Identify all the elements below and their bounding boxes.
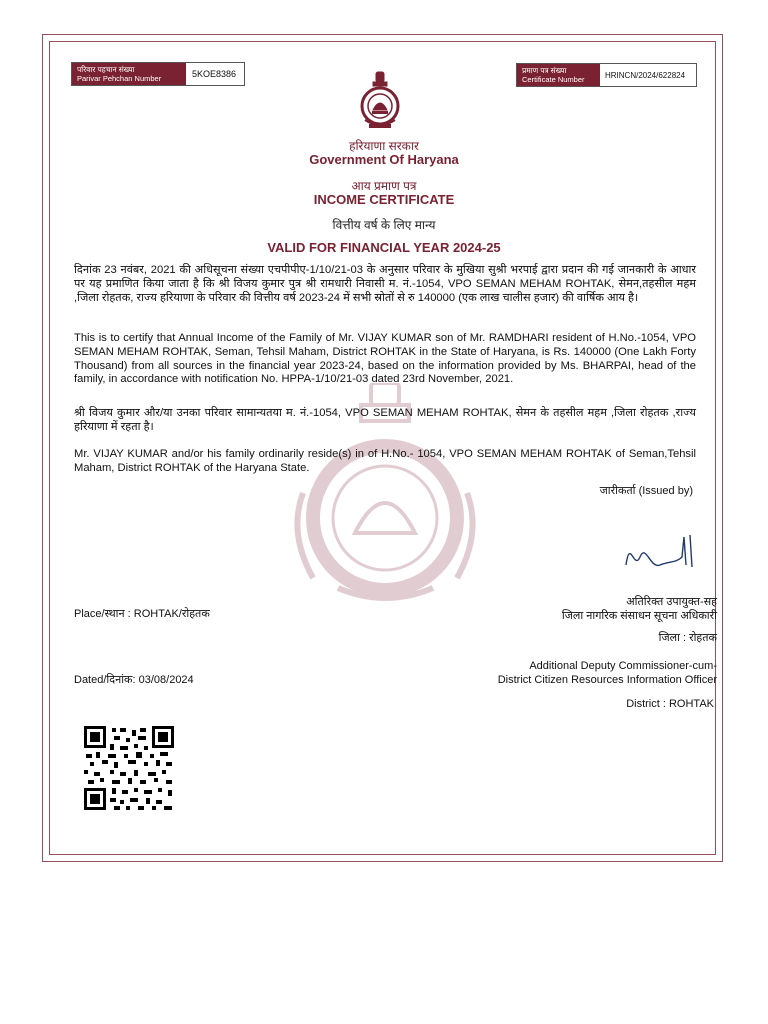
- haryana-emblem-icon: [355, 70, 405, 132]
- english-paragraph-2: Mr. VIJAY KUMAR and/or his family ordinarily reside(s) in of H.No.- 1054, VPO SEMAN MEHAM ROHTAK of Seman,Tehsil Maham, District ROHTAK of the Haryana State.: [74, 448, 696, 474]
- certificate-number-box: [516, 63, 697, 87]
- qr-code-icon[interactable]: [84, 726, 174, 810]
- certificate-number-value: HRINCN/2024/622824: [600, 64, 690, 86]
- dated-text: Dated/दिनांक: 03/08/2024: [74, 674, 194, 686]
- parivar-pehchan-value: 5KOE8386: [186, 63, 242, 85]
- parivar-pehchan-label: [72, 63, 186, 85]
- hindi-paragraph-2: श्री विजय कुमार और/या उनका परिवार सामान्यतया म. नं.-1054, VPO SEMAN MEHAM ROHTAK, सेमन के तहसील महम ,जिला रोहतक ,राज्य हरियाणा में रहता है।: [74, 407, 696, 433]
- officer-en-line2: District Citizen Resources Information Officer: [497, 674, 717, 686]
- parivar-label-en: Parivar Pehchan Number: [77, 74, 162, 83]
- district-en: District : ROHTAK: [626, 698, 714, 710]
- district-hi: जिला : रोहतक: [658, 632, 717, 644]
- gov-title-en: Government Of Haryana: [309, 152, 459, 167]
- hindi-paragraph-1: दिनांक 23 नवंबर, 2021 की अधिसूचना संख्या एचपीपीए-1/10/21-03 के अनुसार परिवार के मुखिया सुश्री भरपाई द्वारा प्रदान की गई जानकारी के आधार पर यह प्रमाणित किया जाता है कि श्री विजय कुमार पुत्र श्री रामधारी निवासी म. नं.-1054, VPO SEMAN MEHAM ROHTAK, सेमन,तहसील महम ,जिला रोहतक, राज्य हरियाणा के परिवार की वित्तीय वर्ष 2023-24 में सभी स्रोतों से रु 140000 (एक लाख चालीस हजार) की वार्षिक आय है।: [74, 264, 696, 304]
- officer-en-line1: Additional Deputy Commissioner-cum-: [529, 660, 717, 672]
- cert-title-hi: आय प्रमाण पत्र: [351, 179, 417, 193]
- issued-by: जारीकर्ता (Issued by): [599, 485, 693, 497]
- place-text: Place/स्थान : ROHTAK/रोहतक: [74, 608, 210, 620]
- valid-title-hi: वित्तीय वर्ष के लिए मान्य: [332, 218, 436, 232]
- officer-hi-line2: जिला नागरिक संसाधन सूचना अधिकारी: [561, 610, 717, 622]
- certificate-label-en: Certificate Number: [522, 75, 585, 84]
- parivar-pehchan-box: [71, 62, 245, 86]
- certificate-label-hi: प्रमाण पत्र संख्या: [522, 66, 567, 75]
- parivar-label-hi: परिवार पहचान संख्या: [77, 65, 135, 74]
- certificate-number-label: [517, 64, 600, 86]
- signature-icon: [620, 527, 700, 577]
- officer-hi-line1: अतिरिक्त उपायुक्त-सह: [626, 596, 717, 608]
- gov-title-hi: हरियाणा सरकार: [349, 139, 419, 153]
- cert-title-en: INCOME CERTIFICATE: [313, 192, 455, 207]
- valid-title-en: VALID FOR FINANCIAL YEAR 2024-25: [267, 240, 501, 255]
- english-paragraph-1: This is to certify that Annual Income of the Family of Mr. VIJAY KUMAR son of Mr. RAMDHARI resident of H.No.-1054, VPO SEMAN MEHAM ROHTAK, Seman, Tehsil Maham, District ROHTAK in the State of Haryana, is Rs. 140000 (One Lakh Forty Thousand) from all sources in the financial year 2023-24, based on the information provided by Ms. BHARPAI, head of the family, in accordance with notification No. HPPA-1/10/21-03 dated 23rd November, 2021.: [74, 332, 696, 386]
